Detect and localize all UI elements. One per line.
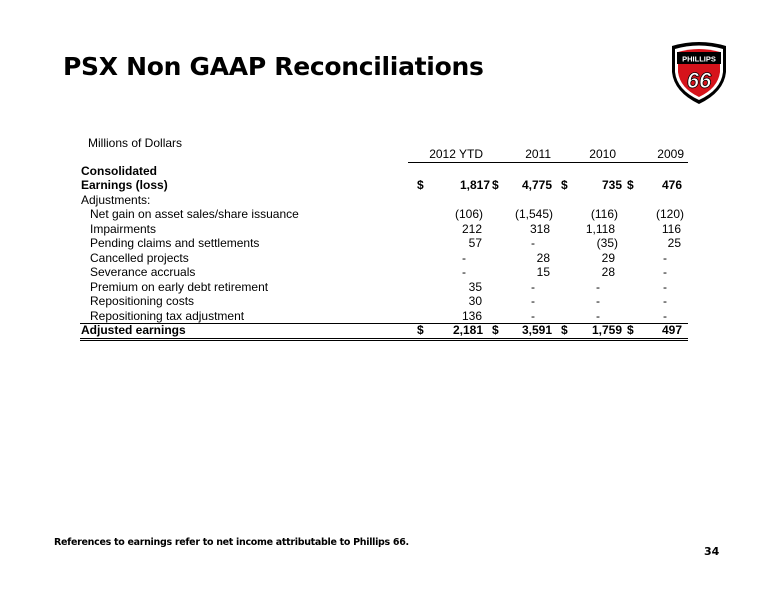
adjusted-2012: 2,181: [452, 323, 483, 337]
value-2011: -: [531, 236, 535, 250]
earnings-label: Earnings (loss): [81, 178, 168, 192]
logo-main-text: 66: [686, 68, 712, 93]
row-label: Cancelled projects: [90, 250, 189, 265]
table-row: [80, 280, 688, 295]
value-2012: (106): [454, 207, 483, 221]
adjusted-2011: 3,591: [521, 323, 552, 337]
value-2010: -: [596, 279, 600, 294]
adjusted-2010: 1,759: [591, 323, 622, 337]
adjusted-2009: 497: [661, 323, 682, 337]
value-2011: 28: [536, 250, 550, 265]
value-2009: -: [663, 279, 667, 294]
earnings-2011: 4,775: [521, 178, 552, 192]
dollar-sign: $: [627, 323, 634, 337]
total-double-rule-2: [80, 340, 688, 341]
earnings-2012: 1,817: [459, 178, 490, 192]
value-2010: -: [596, 308, 600, 323]
footnote: References to earnings refer to net income attributable to Phillips 66.: [54, 537, 409, 548]
adjustments-label: Adjustments:: [81, 192, 151, 207]
phillips-66-logo: [668, 40, 730, 106]
row-label: Net gain on asset sales/share issuance: [90, 207, 299, 221]
value-2010: -: [596, 294, 600, 308]
row-label: Repositioning costs: [90, 294, 195, 308]
header-underline: [408, 162, 688, 163]
row-label: Pending claims and settlements: [90, 236, 260, 250]
slide-title: PSX Non GAAP Reconciliations: [63, 52, 484, 81]
earnings-2010: 735: [601, 178, 622, 192]
value-2009: (120): [655, 207, 684, 221]
value-2010: 1,118: [585, 221, 615, 236]
table-row: [80, 236, 688, 251]
value-2011: 318: [529, 221, 550, 236]
dollar-sign: $: [561, 178, 568, 192]
dollar-sign: $: [492, 178, 499, 192]
value-2012: 35: [468, 279, 482, 294]
adjustments-label-row: [80, 193, 688, 208]
value-2012: 136: [461, 308, 482, 323]
col-header-2010: 2010: [589, 147, 616, 161]
earnings-row: [80, 178, 688, 193]
page-number: 34: [704, 545, 720, 558]
logo-top-text: PHILLIPS: [682, 54, 716, 64]
total-double-rule-1: [80, 338, 688, 339]
value-2012: 30: [468, 294, 482, 308]
adjusted-earnings-row: [80, 323, 688, 338]
section-label: Consolidated: [81, 163, 158, 178]
table-row: [80, 265, 688, 280]
dollar-sign: $: [627, 178, 634, 192]
section-row: [80, 164, 688, 179]
value-2009: -: [663, 308, 667, 323]
value-2009: 25: [667, 236, 681, 250]
table-row: [80, 222, 688, 237]
earnings-2009: 476: [661, 178, 682, 192]
value-2009: 116: [661, 221, 681, 236]
value-2010: 28: [601, 265, 615, 279]
value-2011: -: [531, 279, 535, 294]
value-2011: -: [531, 294, 535, 308]
row-label: Severance accruals: [90, 265, 196, 279]
value-2009: -: [663, 294, 667, 308]
value-2011: 15: [536, 265, 550, 279]
dollar-sign: $: [561, 323, 568, 337]
dollar-sign: $: [417, 178, 424, 192]
row-label: Premium on early debt retirement: [90, 279, 269, 294]
row-label: Repositioning tax adjustment: [90, 308, 245, 323]
dollar-sign: $: [417, 323, 424, 337]
value-2010: 29: [601, 250, 615, 265]
reconciliation-table: [80, 147, 688, 342]
value-2012: 212: [461, 221, 482, 236]
row-label: Impairments: [90, 221, 157, 236]
adjusted-label: Adjusted earnings: [81, 323, 186, 337]
value-2012: 57: [468, 236, 482, 250]
col-header-2012: 2012 YTD: [429, 147, 483, 161]
table-row: [80, 251, 688, 266]
header-row: [80, 147, 688, 162]
table-row: [80, 207, 688, 222]
value-2011: (1,545): [514, 207, 553, 221]
dollar-sign: $: [492, 323, 499, 337]
col-header-2009: 2009: [657, 147, 684, 161]
value-2012: -: [462, 265, 466, 279]
units-label: Millions of Dollars: [88, 136, 183, 150]
table-row: [80, 294, 688, 309]
table-row: [80, 309, 688, 324]
value-2010: (116): [590, 207, 618, 221]
value-2010: (35): [596, 236, 618, 250]
col-header-2011: 2011: [525, 147, 551, 161]
value-2011: -: [531, 308, 535, 323]
value-2012: -: [462, 250, 466, 265]
value-2009: -: [663, 265, 667, 279]
value-2009: -: [663, 250, 667, 265]
